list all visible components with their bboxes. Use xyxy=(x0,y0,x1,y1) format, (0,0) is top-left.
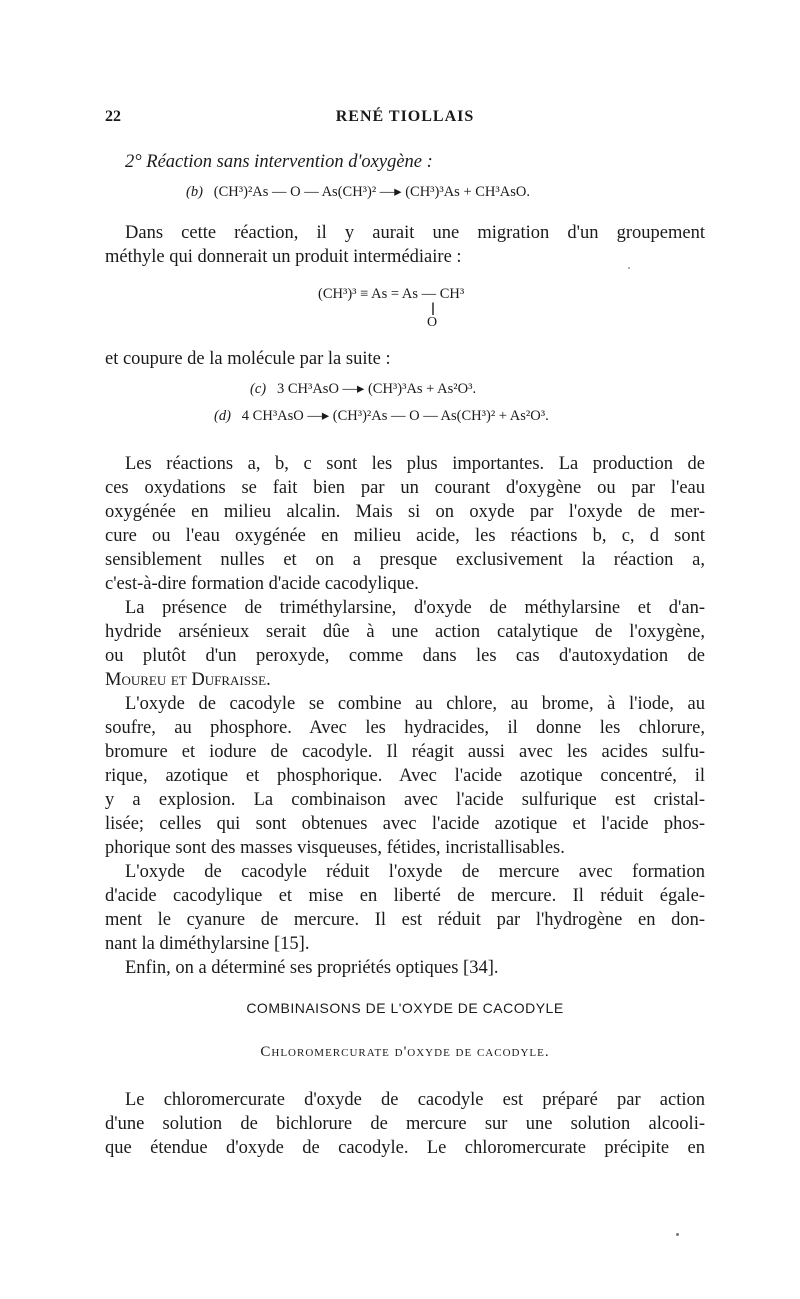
equation-b xyxy=(186,184,530,201)
paragraph-line: d'acide cacodylique et mise en liberté de mercure. Il réduit égale- xyxy=(105,886,705,906)
paragraph-line: Moureu et Dufraisse. xyxy=(105,670,271,690)
section-title: 2° Réaction sans intervention d'oxygène : xyxy=(125,152,433,172)
paragraph-line: Dans cette réaction, il y aurait une migration d'un groupement xyxy=(125,223,705,243)
paragraph-line: soufre, au phosphore. Avec les hydracides, il donne les chlorure, xyxy=(105,718,705,738)
paragraph-line: et coupure de la molécule par la suite : xyxy=(105,349,391,369)
paragraph-line: d'une solution de bichlorure de mercure sur une solution alcooli- xyxy=(105,1114,705,1134)
paragraph-line: cure ou l'eau oxygénée en milieu acide, les réactions b, c, d sont xyxy=(105,526,705,546)
paragraph-line: bromure et iodure de cacodyle. Il réagit aussi avec les acides sulfu- xyxy=(105,742,705,762)
paragraph-line: Le chloromercurate d'oxyde de cacodyle est préparé par action xyxy=(125,1090,705,1110)
print-speck xyxy=(676,1233,679,1236)
equation-text: 3 CH³AsO —▸ (CH³)³As + As²O³. xyxy=(276,381,477,397)
paragraph-line: méthyle qui donnerait un produit intermédiaire : xyxy=(105,247,462,267)
page-number: 22 xyxy=(105,108,121,125)
subsection-heading: Chloromercurate d'oxyde de cacodyle. xyxy=(260,1044,550,1060)
equation-c xyxy=(250,381,476,398)
equation-label: (b) xyxy=(186,184,203,200)
intermediate-formula: (CH³)³ ≡ As = As — CH³ xyxy=(318,286,465,302)
paragraph-line: La présence de triméthylarsine, d'oxyde de méthylarsine et d'an- xyxy=(125,598,705,618)
paragraph-line: rique, azotique et phosphorique. Avec l'acide azotique concentré, il xyxy=(105,766,705,786)
paragraph-line: Les réactions a, b, c sont les plus importantes. La production de xyxy=(125,454,705,474)
equation-label: (c) xyxy=(250,381,267,397)
paragraph-line: phorique sont des masses visqueuses, fétides, incristallisables. xyxy=(105,838,565,858)
paragraph-line: hydride arsénieux serait dûe à une action catalytique de l'oxygène, xyxy=(105,622,705,642)
print-speck xyxy=(628,267,630,269)
paragraph-line: que étendue d'oxyde de cacodyle. Le chloromercurate précipite en xyxy=(105,1138,705,1158)
oxygen-atom: O xyxy=(426,315,438,330)
equation-d xyxy=(214,408,549,425)
equation-text: (CH³)²As — O — As(CH³)² —▸ (CH³)³As + CH³AsO. xyxy=(213,184,530,200)
paragraph-line: L'oxyde de cacodyle se combine au chlore, au brome, à l'iode, au xyxy=(125,694,705,714)
equation-text: 4 CH³AsO —▸ (CH³)²As — O — As(CH³)² + As²O³. xyxy=(241,408,549,424)
equation-label: (d) xyxy=(214,408,231,424)
paragraph-line: nant la diméthylarsine [15]. xyxy=(105,934,310,954)
paragraph-line: ment le cyanure de mercure. Il est réduit par l'hydrogène en don- xyxy=(105,910,705,930)
paragraph-line: y a explosion. La combinaison avec l'acide sulfurique est cristal- xyxy=(105,790,705,810)
running-author: RENÉ TIOLLAIS xyxy=(335,108,475,125)
paragraph-line: Enfin, on a déterminé ses propriétés optiques [34]. xyxy=(125,958,499,978)
paragraph-line: lisée; celles qui sont obtenues avec l'acide azotique et l'acide phos- xyxy=(105,814,705,834)
paragraph-line: ces oxydations se fait bien par un courant d'oxygène ou par l'eau xyxy=(105,478,705,498)
oxygen-substituent xyxy=(422,302,442,330)
paragraph-line: sensiblement nulles et on a presque exclusivement la réaction a, xyxy=(105,550,705,570)
paragraph-line: oxygénée en milieu alcalin. Mais si on oxyde par l'oxyde de mer- xyxy=(105,502,705,522)
section-heading: COMBINAISONS DE L'OXYDE DE CACODYLE xyxy=(246,1000,564,1016)
paragraph-line: c'est-à-dire formation d'acide cacodylique. xyxy=(105,574,419,594)
paragraph-line: L'oxyde de cacodyle réduit l'oxyde de mercure avec formation xyxy=(125,862,705,882)
running-header xyxy=(105,108,705,132)
paragraph-line: ou plutôt d'un peroxyde, comme dans les cas d'autoxydation de xyxy=(105,646,705,666)
double-bond: || xyxy=(431,301,433,316)
